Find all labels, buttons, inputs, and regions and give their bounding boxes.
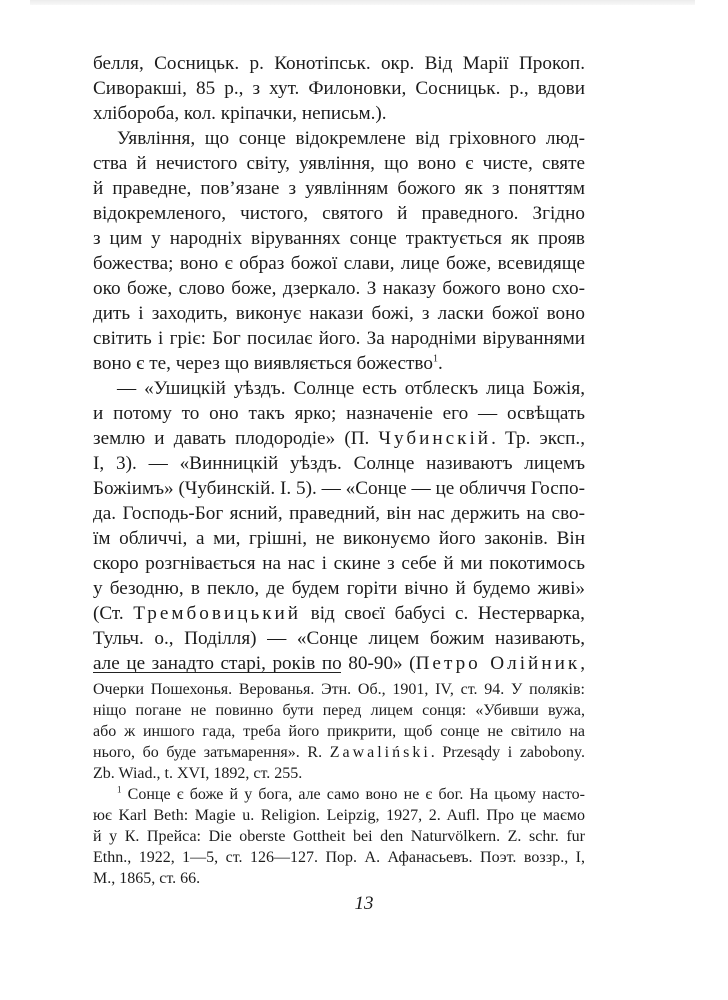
footnotes — [93, 679, 585, 889]
footnote-line: або ж иншого гада, треба його прикрити, щоб сонце не світило на — [93, 723, 585, 740]
text-run: воно є те, через що виявляється божество — [93, 353, 433, 374]
text-line: з цим у народніх віруваннях сонце трактується як прояв — [93, 228, 585, 249]
footnote-reference[interactable]: 1 — [432, 353, 438, 365]
text-run: . Тр. эксп., — [491, 428, 586, 449]
author-name: Трембовицький — [133, 603, 302, 624]
footnote-line — [93, 784, 585, 805]
text-run: від своєї бабусі с. Нестерварка, — [301, 603, 585, 624]
paragraph-continuation — [93, 51, 585, 126]
text-line: світить і гріє: Бог посилає його. За народніми віруваннями — [93, 328, 585, 349]
text-line: — «Ушицкій уѣздъ. Солнце есть отблескъ лица Божія, — [117, 378, 585, 399]
text-run: , — [580, 653, 585, 674]
footnote-line — [93, 742, 585, 763]
page-number: 13 — [354, 893, 374, 914]
text-line: відокремленого, чистого, святого й праведного. Згідно — [93, 203, 585, 224]
text-line: хлібороба, кол. кріпачки, неписьм.). — [93, 103, 387, 124]
text-line: дить і заходить, виконує накази божі, з ласки божої воно — [93, 303, 585, 324]
text-line: й праведне, пов’язане з уявлінням божого як з поняттям — [93, 178, 585, 199]
text-run: але це занадто старі, років по 80-90» ( — [93, 653, 416, 674]
footnote-separator — [93, 672, 341, 673]
footnote-1 — [93, 784, 585, 889]
text-run: землю и давать плодородіе» (П. — [93, 428, 379, 449]
text-line: скоро розгнівається на нас і скине з себе й ми покотимось — [93, 553, 585, 574]
author-name: Чубинскій — [378, 428, 492, 449]
text-run: . Przesądy i zabobony. — [430, 744, 585, 761]
text-line: Тульч. о., Поділля) — «Сонце лицем божим називають, — [93, 628, 585, 649]
footnote-line: ює Karl Beth: Magie u. Religion. Leipzig, 1927, 2. Aufl. Про це маємо — [93, 807, 585, 824]
text-line: Сиворакші, 85 р., з хут. Филоновки, Сосницьк. р., вдови — [93, 78, 585, 99]
text-line: белля, Сосницьк. р. Конотіпськ. окр. Від Марії Прокоп. — [93, 53, 585, 74]
text-line: ства й нечистого світу, уявління, що воно є чисте, святе — [93, 153, 585, 174]
text-line: Божіимъ» (Чубинскій. І. 5). — «Сонце — це обличчя Госпо- — [93, 478, 585, 499]
page-top-edge — [30, 0, 695, 5]
text-line: божества; воно є образ божої слави, лице боже, всевидяще — [93, 253, 585, 274]
text-line — [93, 601, 585, 626]
author-name: Петро Олійник — [415, 653, 581, 674]
text-run: Сонце є боже й у бога, але само воно не є бог. На цьому насто- — [121, 786, 585, 803]
text-line: у безодню, в пекло, де будем горіти вічно й будемо живі» — [93, 578, 585, 599]
text-run: нього, бо буде затьмарення». R. — [93, 744, 330, 761]
footnote-line: Ethn., 1922, 1—5, ст. 126—127. Пор. А. Афанасьевъ. Поэт. воззр., І, — [93, 849, 585, 866]
footnote-line: ніщо погане не повинно бути перед лицем сонця: «Убивши вужа, — [93, 702, 585, 719]
footnote-marker: 1 — [117, 784, 122, 795]
author-name: Zawaliński — [329, 744, 431, 761]
text-line: око боже, слово боже, дзеркало. З наказу божого воно схо- — [93, 278, 585, 299]
footnote-line: Zb. Wiad., t. XVI, 1892, ст. 255. — [93, 765, 303, 782]
footnote-line: Очерки Пошехонья. Верованья. Этн. Об., 1901, IV, ст. 94. У поляків: — [93, 681, 585, 698]
text-line — [93, 426, 585, 451]
main-text — [93, 51, 585, 676]
text-line: їм обличчі, а ми, грішні, не виконуємо його законів. Він — [93, 528, 585, 549]
text-line: Уявління, що сонце відокремлене від гріховного люд- — [117, 128, 585, 149]
text-run: (Ст. — [93, 603, 134, 624]
text-line — [93, 351, 585, 376]
text-line: І, 3). — «Винницкій уѣздъ. Солнце називаютъ лицемъ — [93, 453, 585, 474]
text-line: да. Господь-Бог ясний, праведний, він нас держить на сво- — [93, 503, 585, 524]
text-run: . — [437, 353, 443, 374]
paragraph — [93, 376, 585, 676]
book-page — [93, 51, 585, 676]
text-line: и потому то оно такъ ярко; назначеніе его — освѣщать — [93, 403, 585, 424]
footnote-continued — [93, 679, 585, 784]
paragraph — [93, 126, 585, 376]
footnote-line: М., 1865, ст. 66. — [93, 870, 201, 887]
footnote-line: й у К. Прейса: Die oberste Gottheit bei den Naturvölkern. Z. schr. fur — [93, 828, 585, 845]
